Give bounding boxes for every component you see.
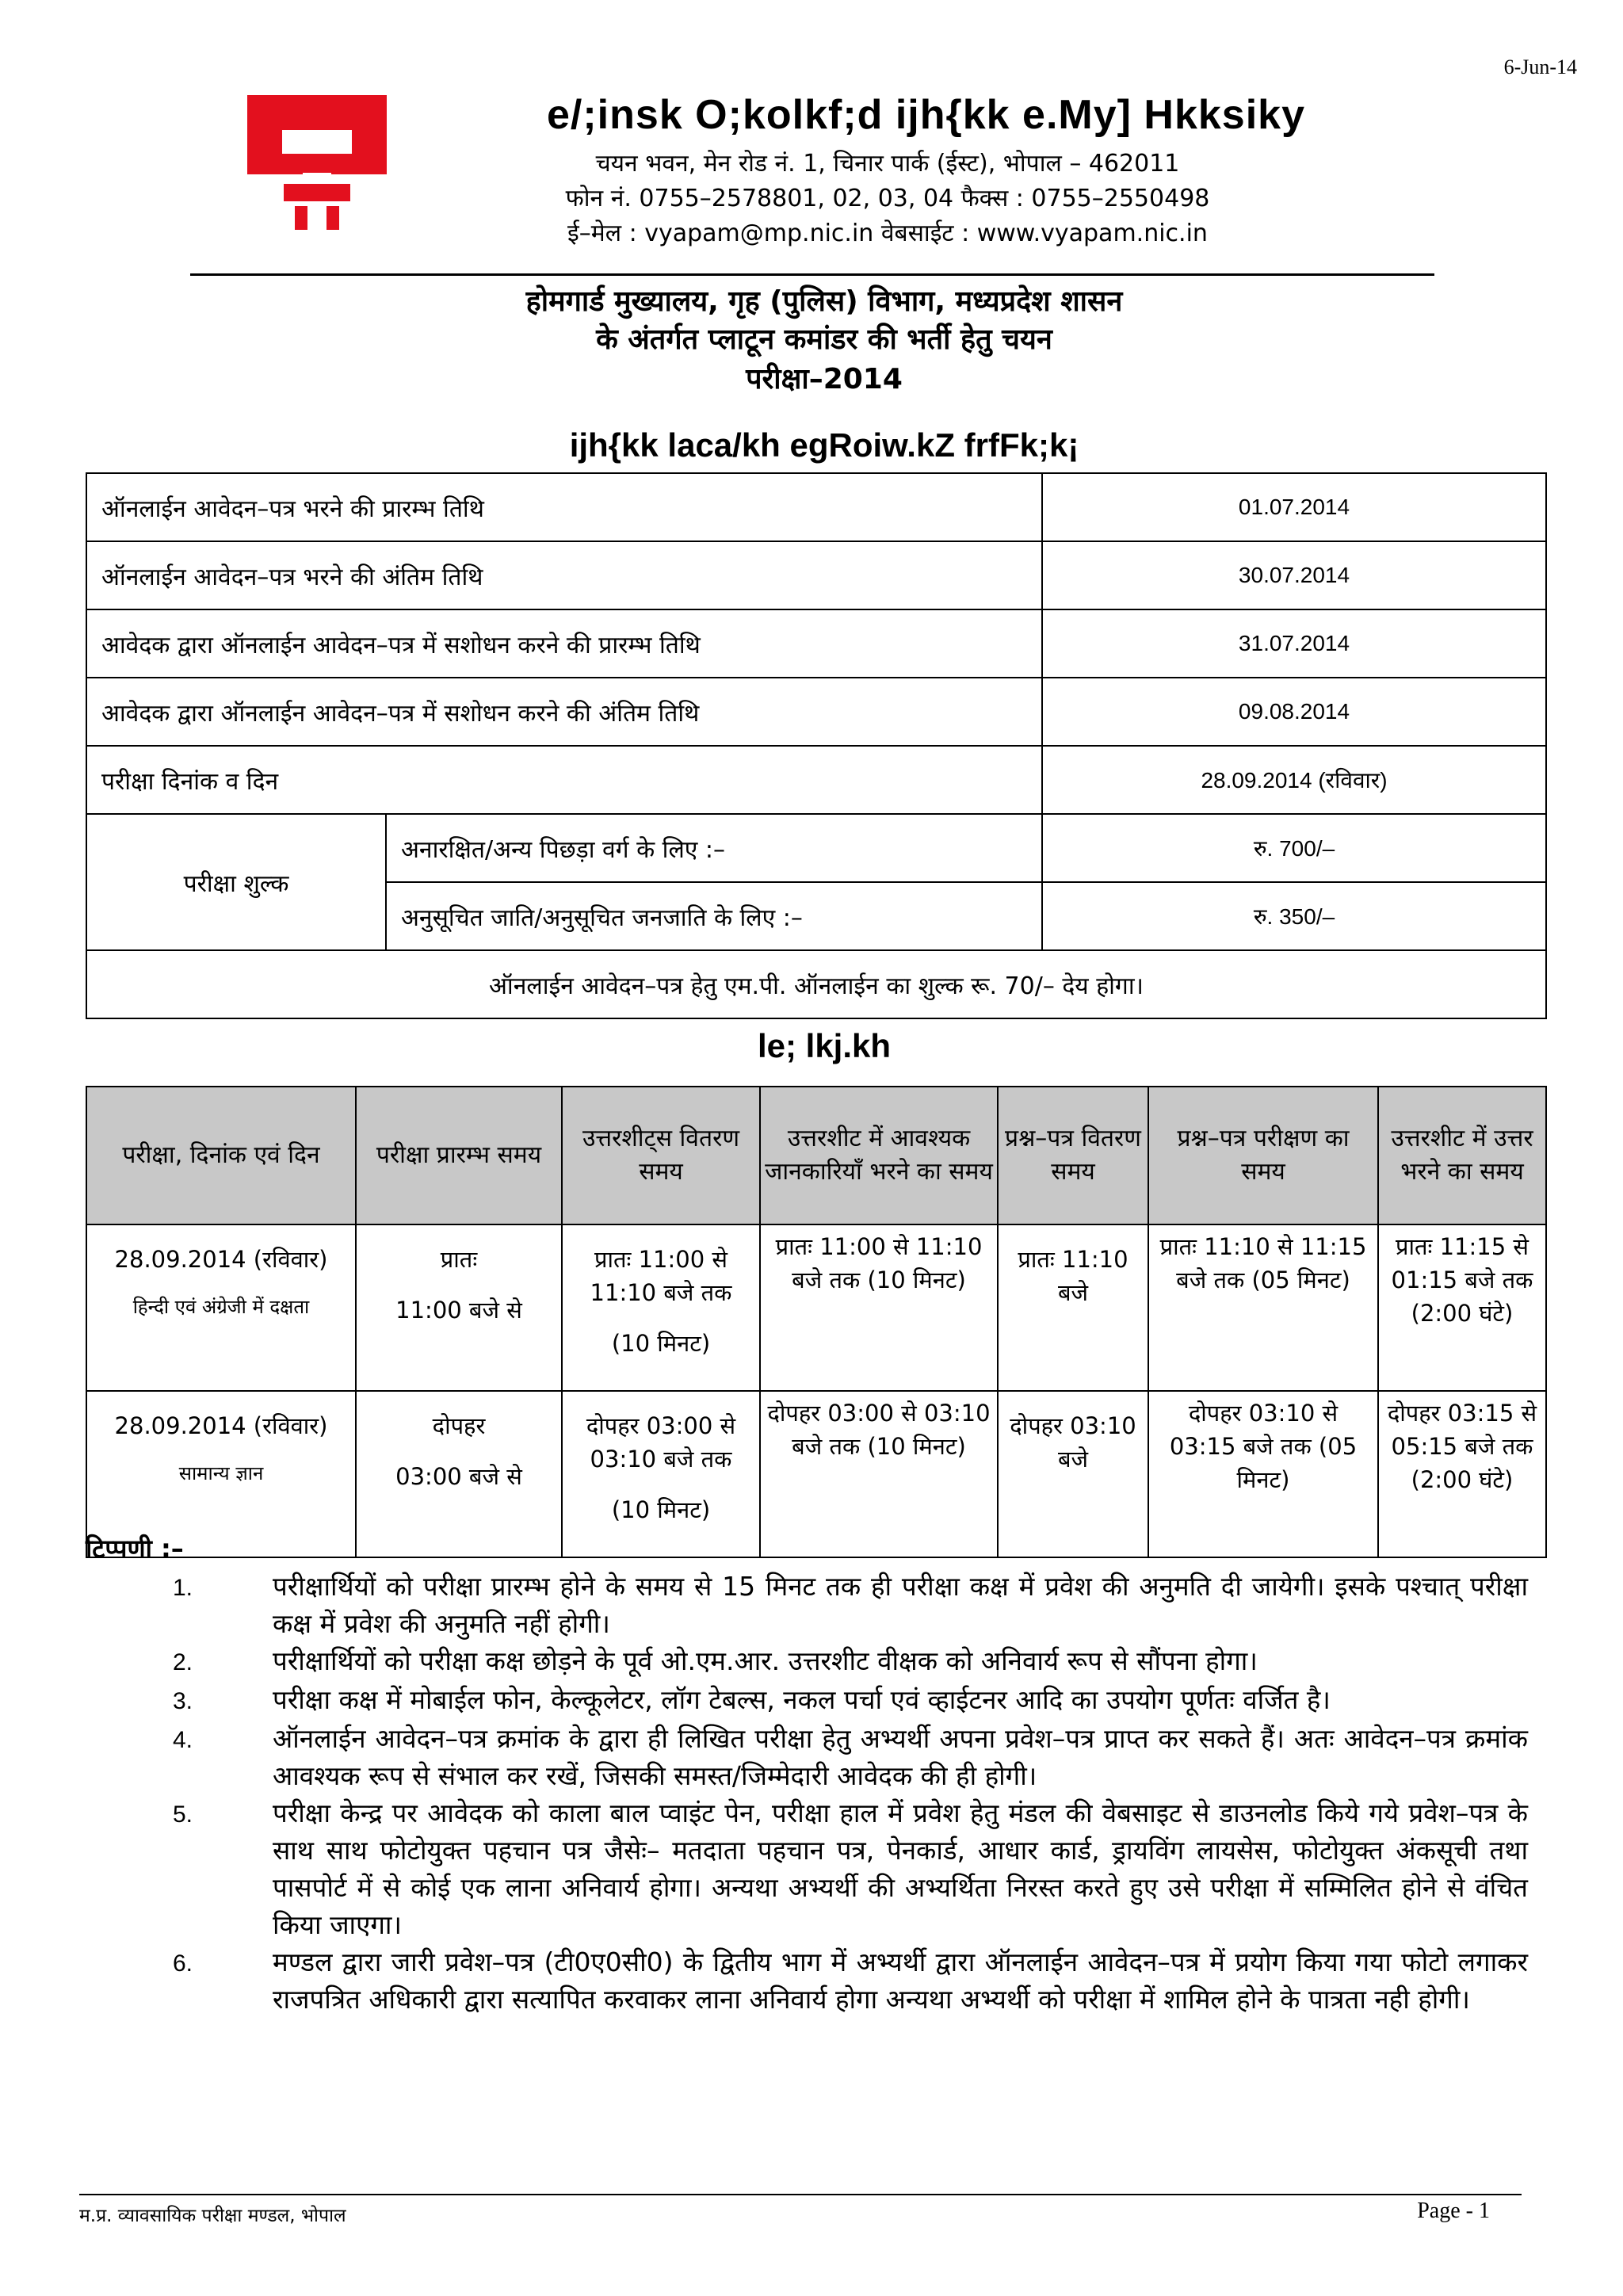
note-text: ऑनलाईन आवेदन–पत्र क्रमांक के द्वारा ही लिखित परीक्षा हेतु अभ्यर्थी अपना प्रवेश–पत्र प्राप्त कर सकते हैं। अतः आवेदन–पत्र क्रमांक आवश्यक रूप से संभाल कर रखें, जिसकी समस्त/जिम्मेदारी आवेदक की ही होगी। (273, 1723, 1528, 1791)
start-time: 11:00 बजे से (395, 1297, 522, 1324)
list-item (86, 1642, 1528, 1681)
table-row (86, 950, 1546, 1018)
exam-subject: हिन्दी एवं अंग्रेजी में दक्षता (132, 1296, 310, 1318)
date-label: ऑनलाईन आवेदन–पत्र भरने की प्रारम्भ तिथि (86, 473, 1042, 541)
sheet-distribution-duration: (10 मिनट) (611, 1496, 711, 1523)
column-header: प्रश्न–पत्र वितरण समय (998, 1087, 1148, 1224)
organization-title: e/;insk O;kolkf;d ijh{kk e.My] Hkksiky (547, 92, 1305, 138)
column-header: उत्तरशीट में उत्तर भरने का समय (1378, 1087, 1546, 1224)
column-header: परीक्षा प्रारम्भ समय (356, 1087, 562, 1224)
date-label: आवेदक द्वारा ऑनलाईन आवेदन–पत्र में सशोधन करने की अंतिम तिथि (86, 678, 1042, 746)
list-item (86, 1794, 1528, 1943)
notes-list (86, 1568, 1528, 2018)
header-divider (190, 273, 1434, 276)
paper-distribution-time: दोपहर 03:10 बजे (998, 1391, 1148, 1557)
online-fee-note: ऑनलाईन आवेदन–पत्र हेतु एम.पी. ऑनलाईन का शुल्क रू. 70/– देय होगा। (86, 950, 1546, 1018)
exam-date-cell (86, 1224, 356, 1391)
sheet-distribution-time: दोपहर 03:00 से 03:10 बजे तक (586, 1412, 736, 1473)
fee-label: परीक्षा शुल्क (86, 814, 386, 950)
vyapam-logo (247, 95, 387, 230)
answer-time: प्रातः 11:15 से 01:15 बजे तक (2:00 घंटे) (1378, 1224, 1546, 1391)
timetable (86, 1086, 1547, 1558)
note-number: 3. (173, 1688, 193, 1714)
paper-check-time: दोपहर 03:10 से 03:15 बजे तक (05 मिनट) (1148, 1391, 1378, 1557)
schedule-title: ijh{kk laca/kh egRoiw.kZ frfFk;k¡ (569, 426, 1079, 464)
start-time-cell (356, 1224, 562, 1391)
table-row (86, 473, 1546, 541)
note-number: 2. (173, 1649, 193, 1675)
note-text: परीक्षा केन्द्र पर आवेदक को काला बाल प्वाइंट पेन, परीक्षा हाल में प्रवेश हेतु मंडल की वेबसाइट से डाउनलोड किये गये प्रवेश–पत्र के साथ साथ फोटोयुक्त पहचान पत्र जैसेः– मतदाता पहचान पत्र, पेनकार्ड, आधार कार्ड, ड्रायविंग लायसेस, फोटोयुक्त अंकसूची तथा पासपोर्ट में से कोई एक लाना अनिवार्य होगा। अन्यथा अभ्यर्थी की अभ्यर्थिता निरस्त करते हुए उसे परीक्षा में सम्मिलित होने से वंचित किया जाएगा। (273, 1797, 1528, 1940)
date-label: आवेदक द्वारा ऑनलाईन आवेदन–पत्र में सशोधन करने की प्रारम्भ तिथि (86, 609, 1042, 678)
table-row (86, 814, 1546, 882)
exam-date: 28.09.2014 (रविवार) (114, 1246, 328, 1273)
footer-organization: म.प्र. व्यावसायिक परीक्षा मण्डल, भोपाल (79, 2206, 346, 2226)
note-number: 1. (173, 1575, 193, 1601)
important-dates-table (86, 472, 1547, 1019)
email-line: ई–मेल : vyapam@mp.nic.in वेबसाईट : www.vyapam.nic.in (567, 220, 1208, 247)
subject-line-2: के अंतर्गत प्लाटून कमांडर की भर्ती हेतु चयन (596, 323, 1052, 356)
paper-check-time: प्रातः 11:10 से 11:15 बजे तक (05 मिनट) (1148, 1224, 1378, 1391)
footer-divider (79, 2194, 1522, 2195)
list-item (86, 1720, 1528, 1794)
note-number: 6. (173, 1950, 193, 1977)
column-header: उत्तरशीट्स वितरण समय (562, 1087, 760, 1224)
print-date: 6-Jun-14 (1503, 55, 1577, 78)
date-value: 31.07.2014 (1042, 609, 1546, 678)
list-item (86, 1681, 1528, 1720)
exam-subject: सामान्य ज्ञान (178, 1462, 264, 1484)
phone-line: फोन नं. 0755–2578801, 02, 03, 04 फैक्स : 0755–2550498 (565, 185, 1210, 212)
start-time: 03:00 बजे से (395, 1463, 522, 1490)
note-number: 4. (173, 1727, 193, 1753)
date-label: ऑनलाईन आवेदन–पत्र भरने की अंतिम तिथि (86, 541, 1042, 609)
timetable-title: le; lkj.kh (757, 1027, 892, 1064)
date-value: 01.07.2014 (1042, 473, 1546, 541)
column-header: परीक्षा, दिनांक एवं दिन (86, 1087, 356, 1224)
date-value: 30.07.2014 (1042, 541, 1546, 609)
start-period: प्रातः (440, 1246, 478, 1273)
table-row (86, 541, 1546, 609)
subject-line-3: परीक्षा–2014 (746, 363, 903, 395)
exam-date: 28.09.2014 (रविवार) (114, 1412, 328, 1439)
sheet-distribution-cell (562, 1224, 760, 1391)
date-label: परीक्षा दिनांक व दिन (86, 746, 1042, 814)
subject-line-1: होमगार्ड मुख्यालय, गृह (पुलिस) विभाग, मध्यप्रदेश शासन (525, 285, 1123, 318)
date-value: 09.08.2014 (1042, 678, 1546, 746)
fee-category: अनारक्षित/अन्य पिछड़ा वर्ग के लिए :– (386, 814, 1042, 882)
fee-category: अनुसूचित जाति/अनुसूचित जनजाति के लिए :– (386, 882, 1042, 950)
column-header: प्रश्न–पत्र परीक्षण का समय (1148, 1087, 1378, 1224)
start-time-cell (356, 1391, 562, 1557)
note-number: 5. (173, 1801, 193, 1828)
table-row (86, 1391, 1546, 1557)
column-header: उत्तरशीट में आवश्यक जानकारियॉं भरने का समय (760, 1087, 998, 1224)
list-item (86, 1568, 1528, 1642)
sheet-distribution-duration: (10 मिनट) (611, 1330, 711, 1357)
notes-label: टिप्पणी :– (86, 1534, 184, 1564)
info-fill-time: दोपहर 03:00 से 03:10 बजे तक (10 मिनट) (760, 1391, 998, 1557)
paper-distribution-time: प्रातः 11:10 बजे (998, 1224, 1148, 1391)
start-period: दोपहर (432, 1412, 486, 1439)
fee-amount: रु. 700/– (1042, 814, 1546, 882)
page-number: Page - 1 (1417, 2199, 1490, 2223)
table-row (86, 609, 1546, 678)
sheet-distribution-cell (562, 1391, 760, 1557)
table-row (86, 678, 1546, 746)
note-text: परीक्षा कक्ष में मोबाईल फोन, केल्कूलेटर, लॉग टेबल्स, नकल पर्चा एवं व्हाईटनर आदि का उपयोग पूर्णतः वर्जित है। (273, 1684, 1331, 1715)
table-row (86, 1224, 1546, 1391)
date-value: 28.09.2014 (रविवार) (1042, 746, 1546, 814)
note-text: परीक्षार्थियों को परीक्षा प्रारम्भ होने के समय से 15 मिनट तक ही परीक्षा कक्ष में प्रवेश की अनुमति दी जायेगी। इसके पश्चात् परीक्षा कक्ष में प्रवेश की अनुमति नहीं होगी। (273, 1571, 1528, 1639)
list-item (86, 1943, 1528, 2018)
info-fill-time: प्रातः 11:00 से 11:10 बजे तक (10 मिनट) (760, 1224, 998, 1391)
address-line: चयन भवन, मेन रोड नं. 1, चिनार पार्क (ईस्ट), भोपाल – 462011 (595, 150, 1180, 178)
answer-time: दोपहर 03:15 से 05:15 बजे तक (2:00 घंटे) (1378, 1391, 1546, 1557)
fee-amount: रु. 350/– (1042, 882, 1546, 950)
note-text: परीक्षार्थियों को परीक्षा कक्ष छोड़ने के पूर्व ओ.एम.आर. उत्तरशीट वीक्षक को अनिवार्य रूप से सौंपना होगा। (273, 1645, 1258, 1676)
sheet-distribution-time: प्रातः 11:00 से 11:10 बजे तक (590, 1246, 732, 1306)
table-row (86, 746, 1546, 814)
table-header-row (86, 1087, 1546, 1224)
note-text: मण्डल द्वारा जारी प्रवेश–पत्र (टी0ए0सी0) के द्वितीय भाग में अभ्यर्थी द्वारा ऑनलाईन आवेदन–पत्र में प्रयोग किया गया फोटो लगाकर राजपत्रित अधिकारी द्वारा सत्यापित करवाकर लाना अनिवार्य होगा अन्यथा अभ्यर्थी को परीक्षा में शामिल होने के पात्रता नही होगी। (273, 1946, 1528, 2015)
